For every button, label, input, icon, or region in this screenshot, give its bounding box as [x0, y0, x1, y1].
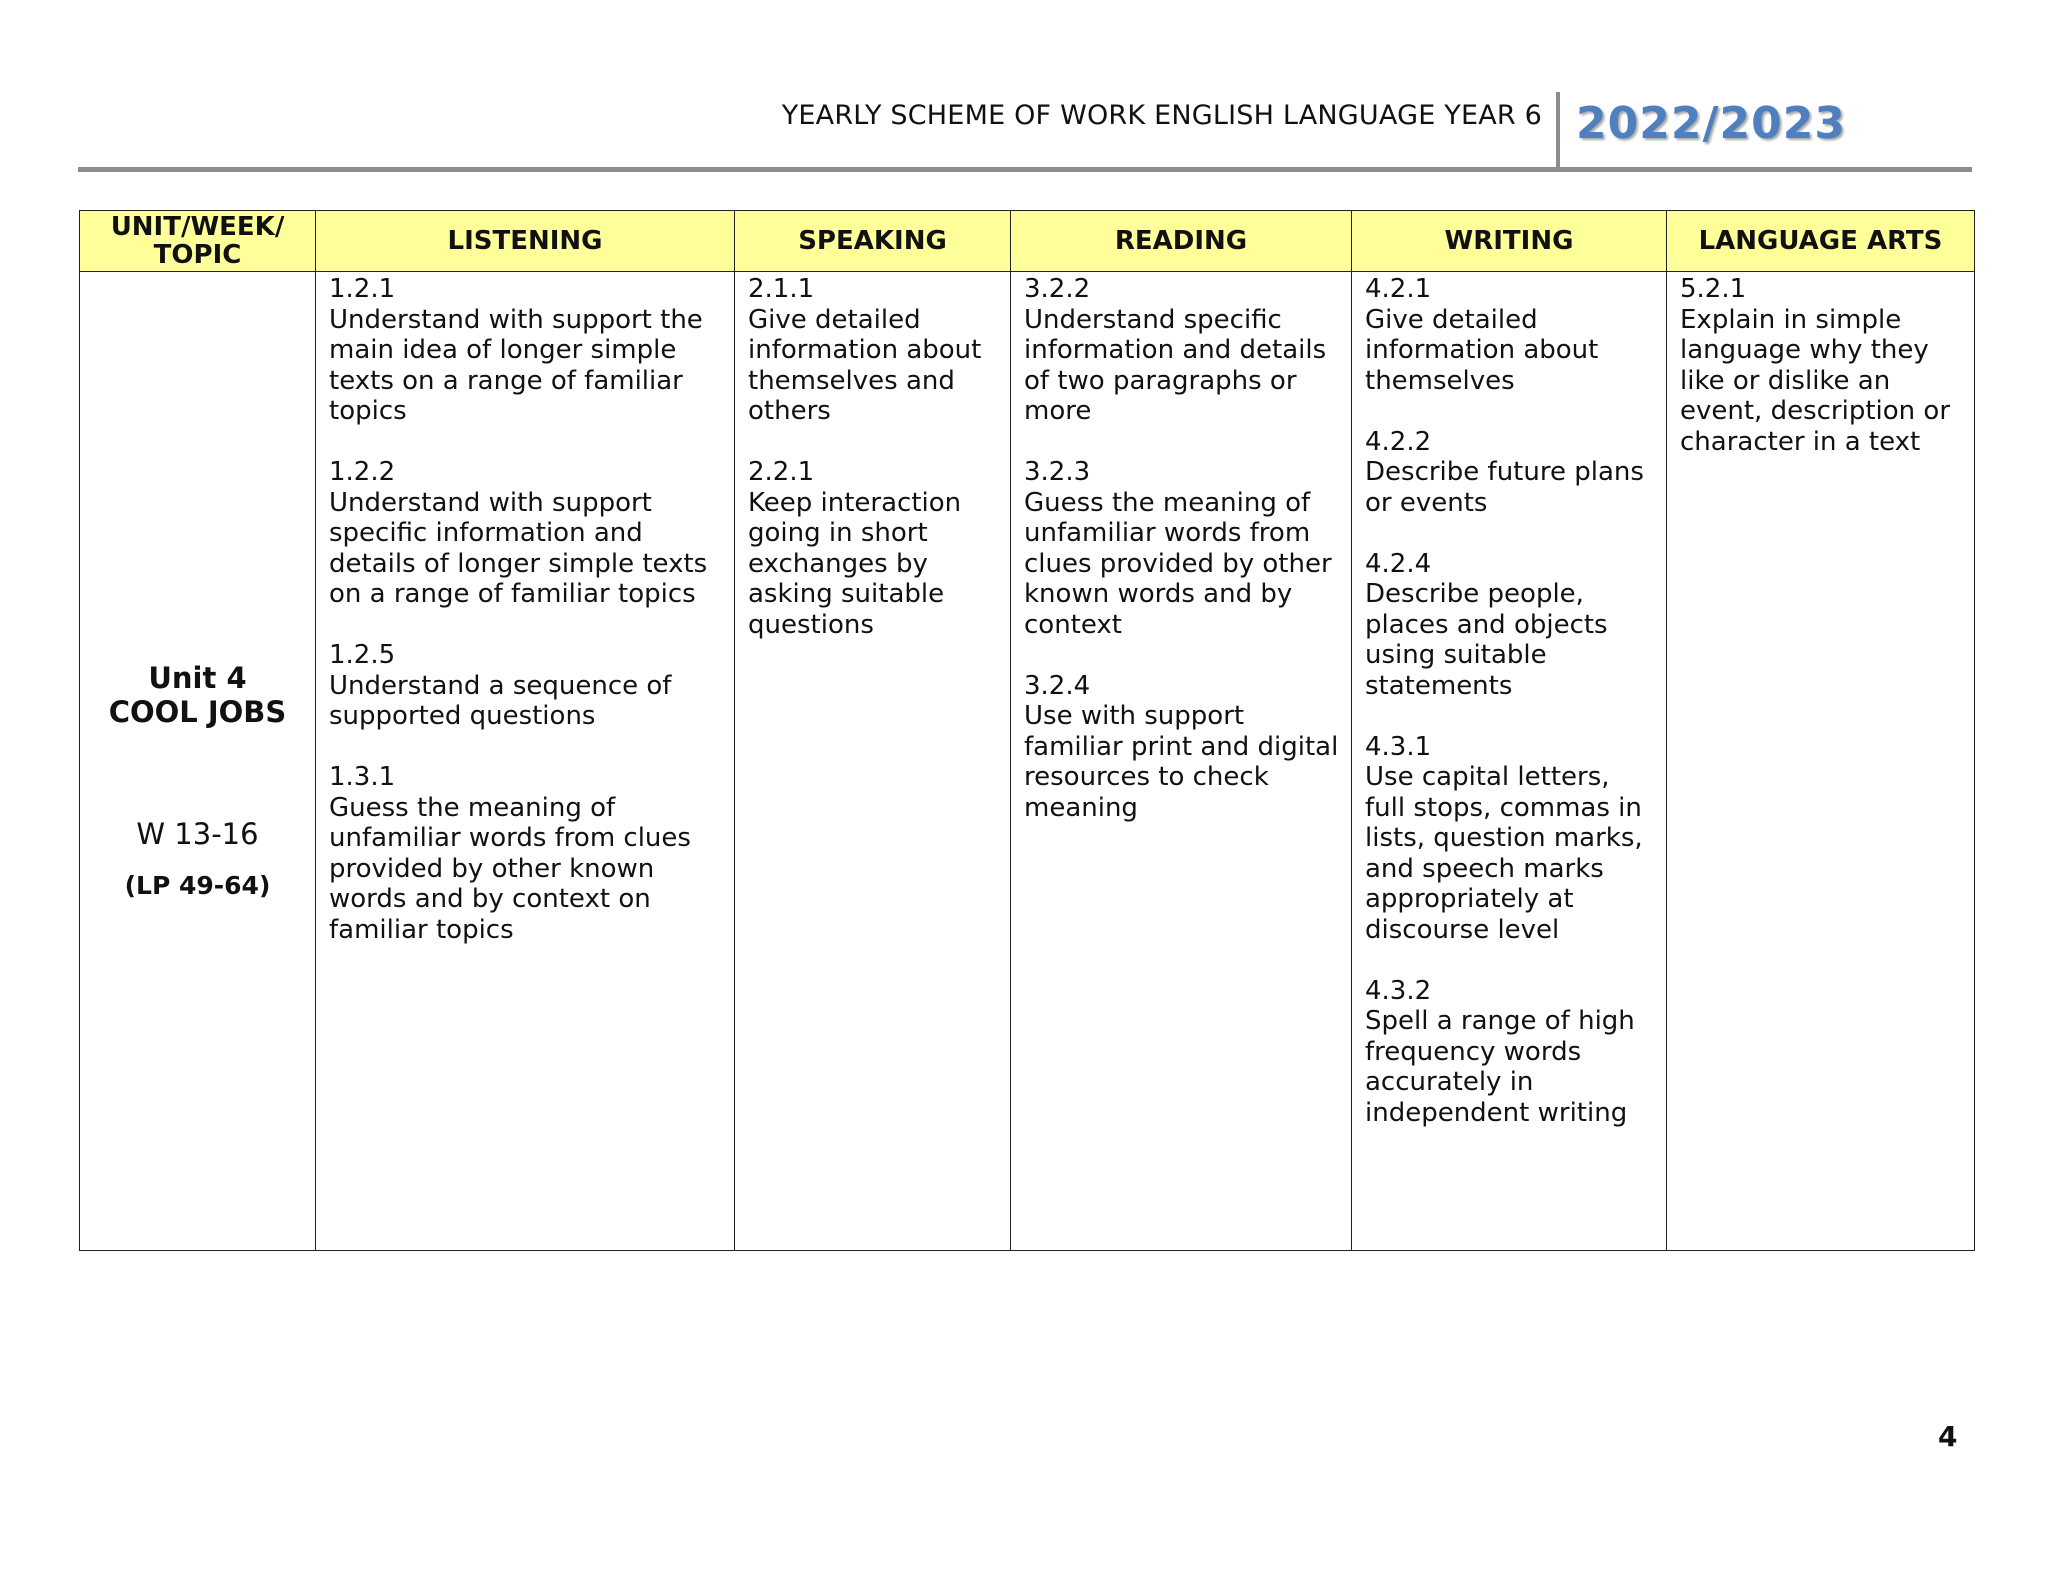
standard-description: Describe future plans or events [1365, 457, 1644, 518]
standard-code: 1.3.1 [329, 762, 396, 792]
standard-item [1024, 274, 1341, 427]
header-rule [78, 167, 1972, 172]
unit-cell [80, 272, 316, 1251]
standard-code: 2.2.1 [748, 457, 815, 487]
unit-name: Unit 4 [148, 660, 247, 695]
page-number: 4 [1938, 1420, 1958, 1453]
standard-item [1365, 976, 1656, 1129]
standard-description: Keep interaction going in short exchanges by asking suitable questions [748, 487, 962, 640]
standard-description: Understand with support specific information and details of longer simple texts on a range of familiar topics [329, 487, 708, 609]
language-arts-cell [1667, 272, 1975, 1251]
standard-code: 1.2.1 [329, 274, 396, 304]
document-title: YEARLY SCHEME OF WORK ENGLISH LANGUAGE YEAR 6 [781, 100, 1542, 131]
column-header-language-arts: LANGUAGE ARTS [1667, 211, 1975, 272]
standard-code: 2.1.1 [748, 274, 815, 304]
standard-description: Use with support familiar print and digital resources to check meaning [1024, 701, 1339, 823]
standard-description: Guess the meaning of unfamiliar words from clues provided by other known words and by context on familiar topics [329, 792, 691, 945]
standard-code: 4.2.4 [1365, 548, 1432, 579]
standard-item [1024, 671, 1341, 824]
scheme-table [79, 210, 1975, 1251]
standard-code: 3.2.3 [1024, 457, 1091, 487]
standard-description: Understand with support the main idea of longer simple texts on a range of familiar topics [329, 304, 703, 426]
standard-item [748, 457, 1000, 640]
standard-item [1365, 549, 1656, 702]
standard-code: 4.2.1 [1365, 274, 1432, 304]
standard-description: Spell a range of high frequency words accurately in independent writing [1365, 1006, 1635, 1128]
standard-item [1365, 427, 1656, 519]
standard-item [1365, 732, 1656, 946]
standard-description: Give detailed information about themselves [1365, 304, 1599, 396]
unit-lesson-plans: (LP 49-64) [124, 870, 271, 900]
standard-item [329, 457, 724, 610]
standard-description: Use capital letters, full stops, commas in lists, question marks, and speech marks appropriately at discourse level [1365, 762, 1643, 945]
reading-cell [1011, 272, 1352, 1251]
academic-year: 2022/2023 [1576, 98, 1846, 149]
writing-cell [1352, 272, 1667, 1251]
standard-item [329, 274, 724, 427]
standard-item [1680, 274, 1964, 457]
standard-code: 5.2.1 [1680, 274, 1747, 304]
column-header-unit: UNIT/WEEK/ TOPIC [80, 211, 316, 272]
standard-description: Guess the meaning of unfamiliar words from clues provided by other known words and by context [1024, 487, 1332, 640]
standard-description: Give detailed information about themselves and others [748, 304, 982, 426]
standard-item [329, 640, 724, 732]
standard-code: 4.3.1 [1365, 731, 1432, 762]
speaking-cell [735, 272, 1011, 1251]
standard-code: 3.2.2 [1024, 274, 1091, 304]
standard-code: 4.2.2 [1365, 426, 1432, 457]
standard-description: Understand a sequence of supported questions [329, 670, 672, 731]
standard-description: Understand specific information and details of two paragraphs or more [1024, 304, 1327, 426]
column-header-reading: READING [1011, 211, 1352, 272]
header-divider [1556, 92, 1560, 168]
unit-weeks: W 13-16 [136, 816, 259, 851]
unit-topic: COOL JOBS [108, 694, 287, 729]
table-header-row [80, 211, 1975, 272]
page-header [78, 92, 1972, 172]
standard-code: 4.3.2 [1365, 975, 1432, 1006]
standard-item [748, 274, 1000, 427]
column-header-listening: LISTENING [316, 211, 735, 272]
standard-code: 1.2.2 [329, 457, 396, 487]
standard-description: Describe people, places and objects using suitable statements [1365, 579, 1608, 701]
standard-item [329, 762, 724, 945]
standard-item [1365, 274, 1656, 396]
standard-code: 1.2.5 [329, 640, 396, 670]
listening-cell [316, 272, 735, 1251]
standard-description: Explain in simple language why they like or dislike an event, description or character in a text [1680, 304, 1951, 457]
column-header-speaking: SPEAKING [735, 211, 1011, 272]
table-row [80, 272, 1975, 1251]
column-header-writing: WRITING [1352, 211, 1667, 272]
standard-code: 3.2.4 [1024, 670, 1091, 701]
standard-item [1024, 457, 1341, 640]
